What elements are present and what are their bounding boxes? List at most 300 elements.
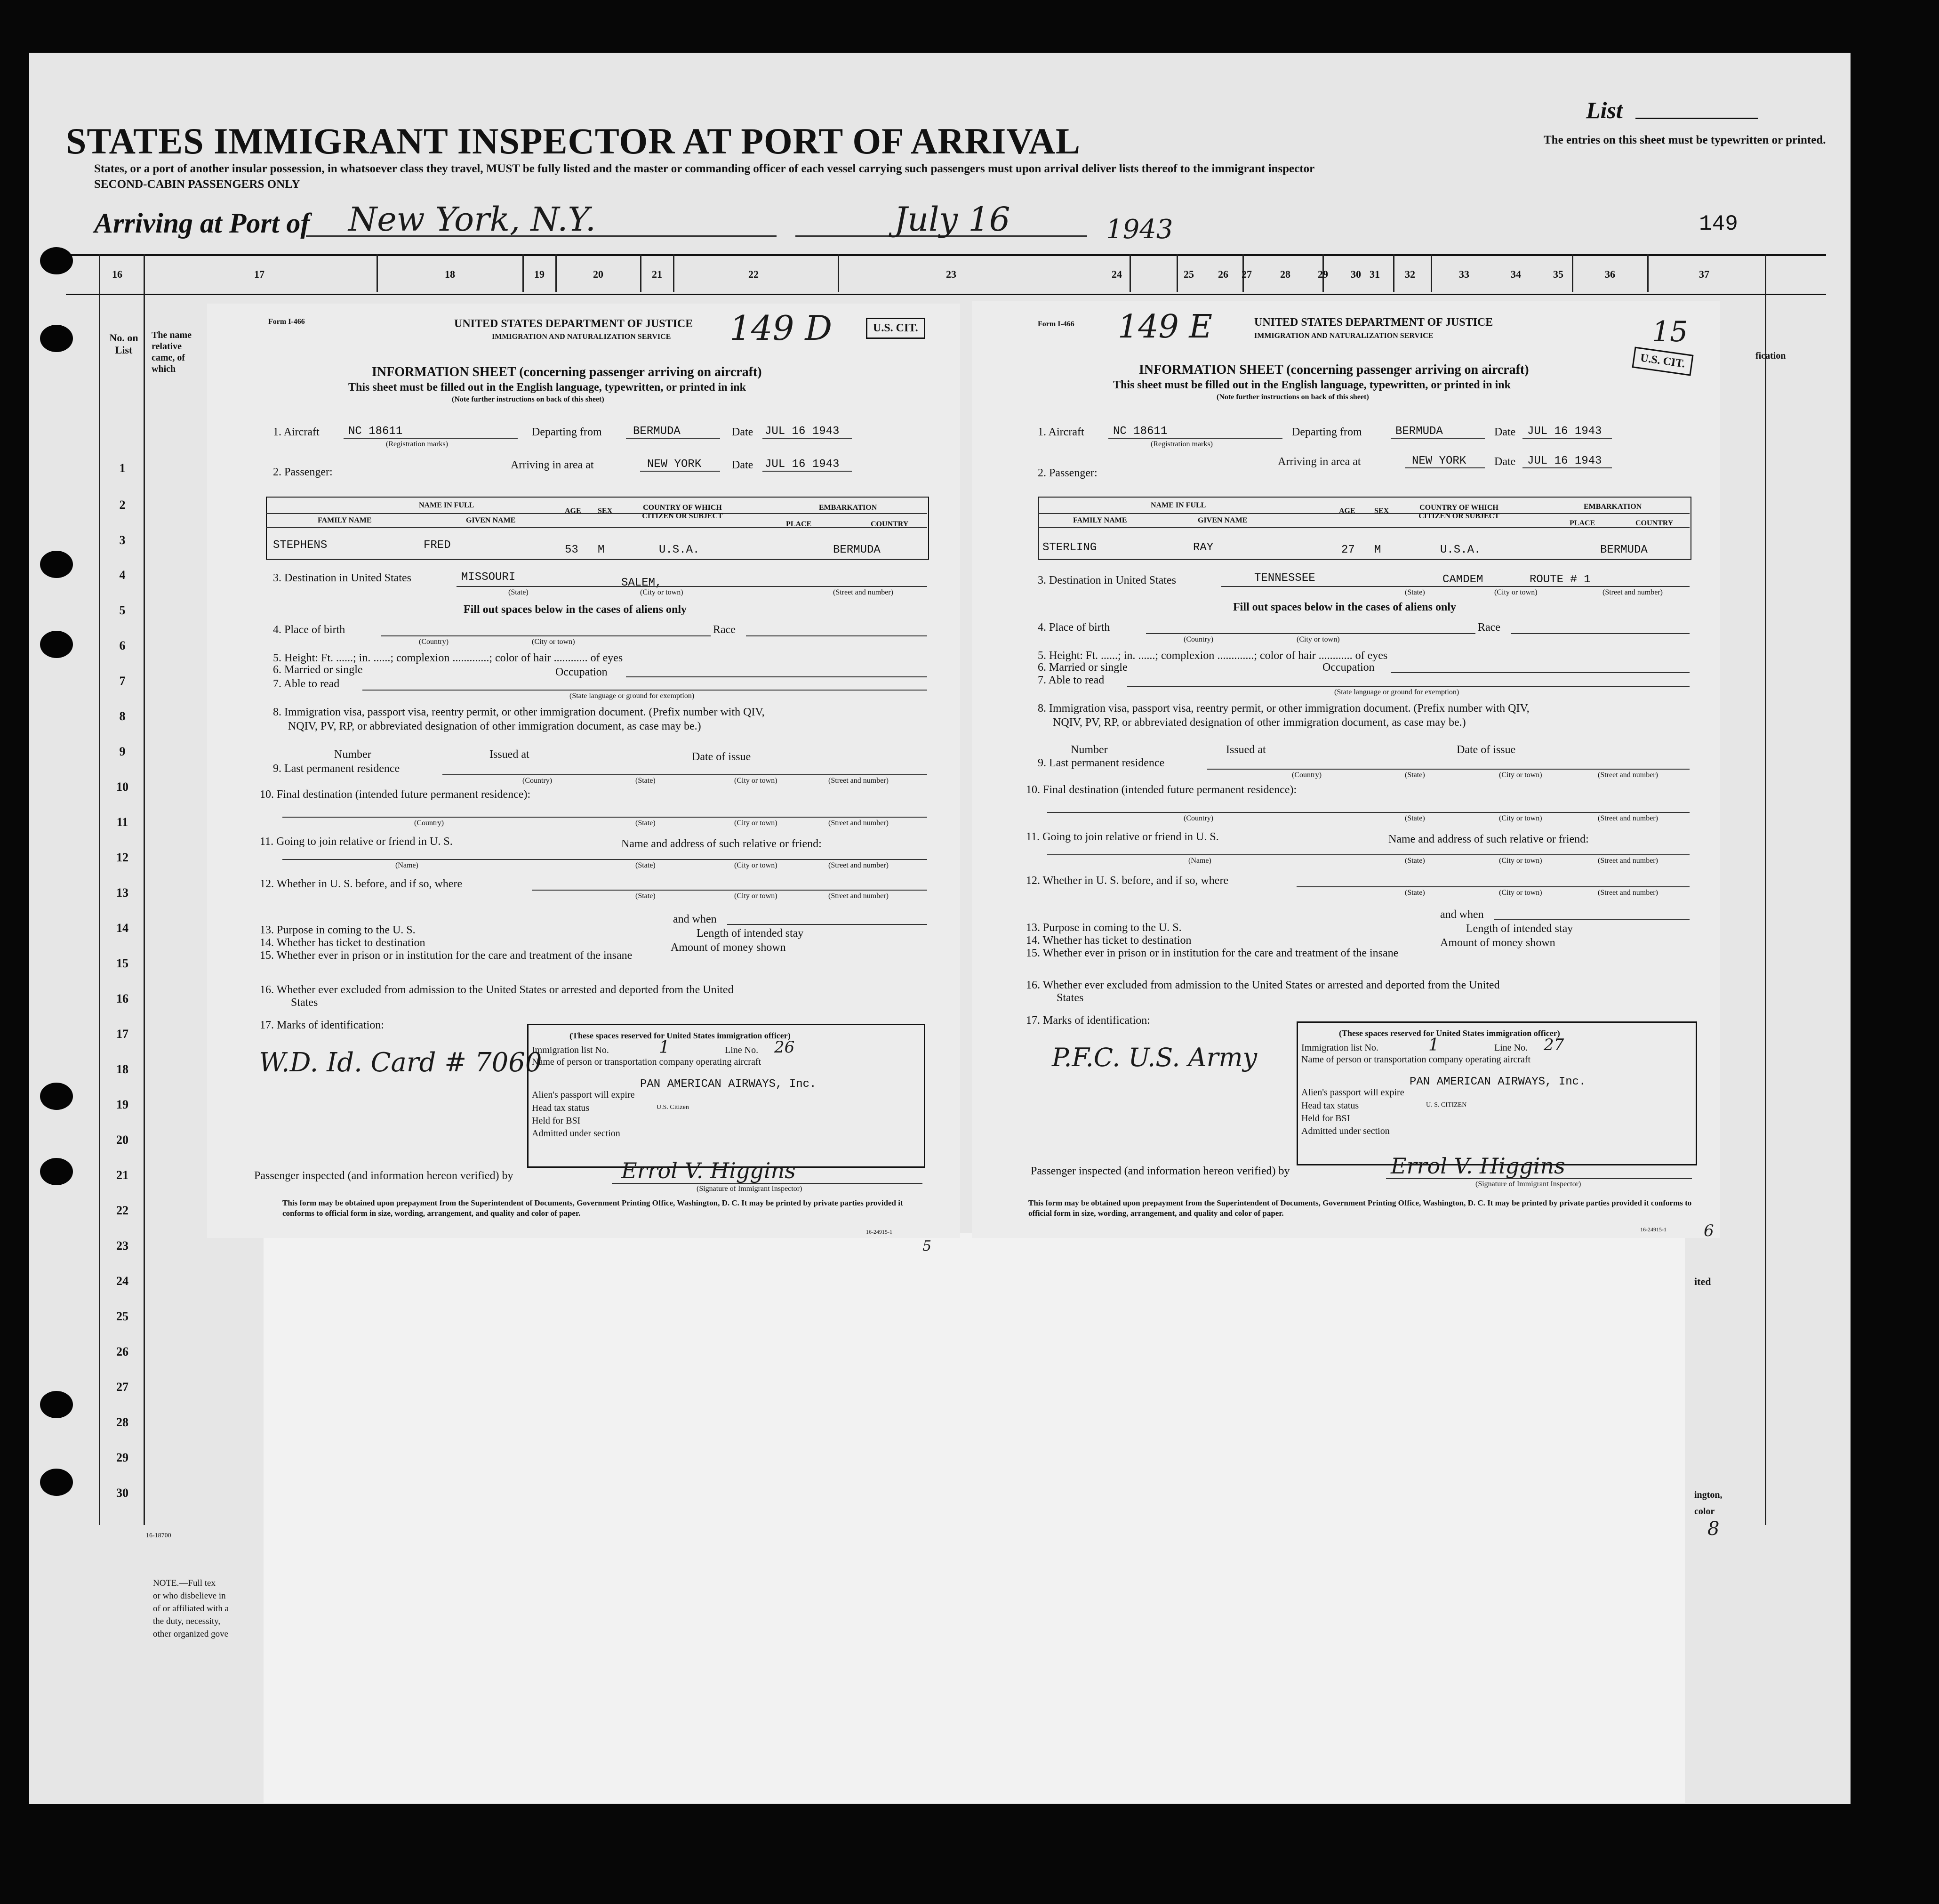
name-in-full-header: NAME IN FULL — [419, 501, 474, 509]
q11-relative-label: Name and address of such relative or friend: — [621, 838, 822, 850]
imm-list-label: Immigration list No. — [1301, 1043, 1378, 1053]
length-stay-label: Length of intended stay — [1466, 923, 1573, 935]
race-label: Race — [1478, 621, 1500, 634]
column-divider — [144, 254, 145, 1525]
note-line: other organized gove — [153, 1629, 229, 1639]
country-caption: (Country) — [1184, 814, 1214, 822]
arriving-date-stamp: JUL 16 1943 — [765, 458, 840, 471]
column-divider — [838, 254, 839, 292]
marks-handwritten: W.D. Id. Card # 7060 — [259, 1047, 542, 1078]
state-caption: (State) — [635, 892, 656, 900]
q14-ticket-label: 14. Whether has ticket to destination — [1026, 934, 1192, 947]
embark-country-value: BERMUDA — [833, 544, 881, 556]
dest-city-value: SALEM, — [621, 577, 662, 589]
q6-married-label: 6. Married or single — [1038, 661, 1128, 674]
field-line — [1391, 438, 1485, 439]
field-line — [282, 817, 927, 818]
q9-residence-label: 9. Last permanent residence — [273, 763, 400, 775]
note-line: of or affiliated with a — [153, 1604, 229, 1614]
column-number: 22 — [748, 268, 759, 280]
sex-header: SEX — [1374, 507, 1389, 515]
dest-city-value: CAMDEM — [1442, 573, 1483, 586]
alien-passport-label: Alien's passport will expire — [1301, 1087, 1404, 1098]
street-caption: (Street and number) — [833, 588, 893, 596]
admitted-label: Admitted under section — [532, 1128, 620, 1139]
q11-join-label: 11. Going to join relative or friend in U. S. — [1026, 831, 1219, 843]
column-divider — [99, 254, 100, 1525]
column-divider — [377, 254, 378, 292]
form-footer: This form may be obtained upon prepayment from the Superintendent of Documents, Government Printing Office, Washington, D. C. It may be printed by private parties provided it conforms to official form in size, wording, arrangement, and quality and color of paper. — [1028, 1198, 1692, 1218]
column-number: 37 — [1699, 268, 1709, 280]
state-caption: (State) — [635, 777, 656, 785]
field-line — [626, 676, 927, 677]
service-name: IMMIGRATION AND NATURALIZATION SERVICE — [492, 333, 671, 341]
imm-list-value: 1 — [1428, 1036, 1439, 1055]
given-name-header: GIVEN NAME — [1198, 516, 1248, 524]
family-name-value: STEPHENS — [273, 539, 328, 552]
column-number: 18 — [445, 268, 455, 280]
city-caption: (City or town) — [1499, 857, 1542, 865]
aircraft-value: NC 18611 — [1113, 425, 1168, 438]
field-line — [640, 471, 720, 472]
departing-value: BERMUDA — [1395, 425, 1443, 438]
stamp-number: 149 E — [1118, 308, 1213, 345]
admitted-label: Admitted under section — [1301, 1126, 1390, 1136]
number-label: Number — [334, 748, 371, 761]
column-number: 35 — [1553, 268, 1563, 280]
row-number: 16 — [116, 992, 128, 1005]
and-when-label: and when — [1440, 908, 1484, 921]
country-caption: (Country) — [1184, 635, 1214, 643]
row-number: 18 — [116, 1062, 128, 1076]
marks-handwritten: P.F.C. U.S. Army — [1052, 1043, 1258, 1072]
date-label: Date — [732, 426, 753, 438]
field-line — [1297, 886, 1690, 887]
arrival-date: July 16 — [894, 200, 1010, 239]
row-number: 29 — [116, 1451, 128, 1464]
binder-hole — [40, 1158, 73, 1185]
family-name-header: FAMILY NAME — [1073, 516, 1127, 524]
column-number: 33 — [1459, 268, 1469, 280]
embarkation-header: EMBARKATION — [1584, 503, 1642, 511]
row-number: 6 — [119, 639, 126, 652]
sheet-heading: INFORMATION SHEET (concerning passenger arriving on aircraft) — [1139, 362, 1529, 377]
date-stamp: JUL 16 1943 — [1527, 425, 1602, 438]
row-number: 9 — [119, 745, 126, 758]
state-caption: (State) — [1405, 588, 1425, 596]
note-line: or who disbelieve in — [153, 1591, 226, 1601]
embarkation-header: EMBARKATION — [819, 504, 877, 512]
q8-document-label: 8. Immigration visa, passport visa, reentry permit, or other immigration document. (Prefix number with QIV, — [273, 706, 765, 718]
row-number: 11 — [116, 815, 128, 829]
country-caption: (Country) — [522, 777, 553, 785]
right-edge-label: ited — [1694, 1276, 1711, 1287]
field-line — [626, 438, 720, 439]
sex-value: M — [598, 544, 605, 556]
issued-at-label: Issued at — [489, 748, 529, 761]
country-caption: (Country) — [414, 819, 444, 827]
occupation-label: Occupation — [555, 666, 608, 678]
number-label: Number — [1071, 744, 1108, 756]
departing-value: BERMUDA — [633, 425, 681, 438]
q1-aircraft-label: 1. Aircraft — [273, 426, 320, 438]
field-line — [727, 924, 927, 925]
stamp-number: 149 D — [729, 308, 833, 348]
state-caption: (State) — [635, 819, 656, 827]
row-number: 17 — [116, 1027, 128, 1041]
no-on-list-label: No. on List — [109, 332, 138, 356]
country-caption: (Country) — [419, 638, 449, 646]
dest-state-value: TENNESSEE — [1254, 572, 1315, 585]
head-tax-value: U. S. CITIZEN — [1426, 1101, 1467, 1109]
lang-caption: (State language or ground for exemption) — [569, 692, 695, 700]
country-citizen-header: COUNTRY OF WHICH CITIZEN OR SUBJECT — [1418, 504, 1499, 520]
reg-marks-label: (Registration marks) — [386, 440, 448, 448]
corner-number: 15 — [1652, 315, 1688, 348]
row-number: 7 — [119, 674, 126, 688]
aircraft-value: NC 18611 — [348, 425, 403, 438]
column-divider — [555, 254, 557, 292]
alien-passport-label: Alien's passport will expire — [532, 1090, 635, 1100]
q4-birth-label: 4. Place of birth — [1038, 621, 1110, 634]
row-number: 23 — [116, 1239, 128, 1253]
country-header: COUNTRY — [1635, 519, 1674, 527]
head-tax-value: U.S. Citizen — [657, 1104, 689, 1111]
field-line — [344, 438, 518, 439]
table-rule — [266, 513, 927, 514]
place-header: PLACE — [786, 520, 812, 528]
q1-aircraft-label: 1. Aircraft — [1038, 426, 1084, 438]
q17-marks-label: 17. Marks of identification: — [260, 1019, 384, 1031]
form-footer: This form may be obtained upon prepayment from the Superintendent of Documents, Government Printing Office, Washington, D. C. It may be printed by private parties provided it conforms to official form in size, wording, arrangement, and quality and color of paper. — [282, 1198, 903, 1218]
signature-line — [612, 1183, 922, 1184]
field-line — [762, 438, 852, 439]
field-line — [1511, 633, 1690, 634]
family-name-header: FAMILY NAME — [318, 516, 372, 524]
note-fragment — [153, 1577, 229, 1640]
binder-hole — [40, 1469, 73, 1496]
arriving-area-value: NEW YORK — [1412, 455, 1466, 467]
form-number: Form I-466 — [1038, 320, 1074, 328]
city-caption: (City or town) — [532, 638, 575, 646]
row-number: 20 — [116, 1133, 128, 1147]
row-number: 8 — [119, 709, 126, 723]
field-line — [1207, 769, 1690, 770]
entries-note: The entries on this sheet must be typewritten or printed. — [1544, 134, 1826, 146]
city-caption: (City or town) — [1499, 814, 1542, 822]
dest-state-value: MISSOURI — [461, 571, 516, 584]
sheet-note: (Note further instructions on back of this sheet) — [452, 395, 604, 403]
field-line — [746, 635, 927, 636]
date-issue-label: Date of issue — [692, 751, 751, 763]
field-line — [1108, 438, 1282, 439]
street-caption: (Street and number) — [828, 819, 889, 827]
field-line — [1522, 467, 1612, 468]
street-caption: (Street and number) — [1602, 588, 1663, 596]
arriving-label: Arriving at Port of — [94, 208, 310, 239]
column-divider — [1130, 254, 1131, 292]
field-line — [762, 471, 852, 472]
field-line — [442, 774, 927, 775]
sex-header: SEX — [598, 507, 613, 515]
head-tax-label: Head tax status — [1301, 1101, 1359, 1111]
name-caption: (Name) — [395, 861, 418, 869]
lang-caption: (State language or ground for exemption) — [1334, 688, 1459, 696]
row-number: 4 — [119, 568, 126, 582]
q12-before-label: 12. Whether in U. S. before, and if so, where — [1026, 875, 1229, 887]
signature-caption: (Signature of Immigrant Inspector) — [697, 1185, 802, 1193]
operator-stamp: PAN AMERICAN AIRWAYS, Inc. — [1410, 1076, 1586, 1088]
city-caption: (City or town) — [1499, 771, 1542, 779]
city-caption: (City or town) — [1297, 635, 1340, 643]
field-line — [1127, 686, 1690, 687]
imm-list-label: Immigration list No. — [532, 1045, 609, 1055]
q9-residence-label: 9. Last permanent residence — [1038, 757, 1165, 769]
column-number: 21 — [652, 268, 662, 280]
q5-height-label: 5. Height: Ft. ......; in. ......; complexion .............; color of hair ............ of eyes — [1038, 650, 1388, 662]
column-number: 34 — [1511, 268, 1521, 280]
citizen-value: U.S.A. — [659, 544, 700, 556]
state-caption: (State) — [1405, 814, 1425, 822]
country-caption: (Country) — [1292, 771, 1322, 779]
row-number: 1 — [119, 461, 126, 475]
header-class: SECOND-CABIN PASSENGERS ONLY — [94, 178, 300, 191]
street-caption: (Street and number) — [828, 861, 889, 869]
list-label: List — [1586, 97, 1623, 123]
column-number: 19 — [534, 268, 545, 280]
q13-purpose-label: 13. Purpose in coming to the U. S. — [1026, 922, 1182, 934]
street-caption: (Street and number) — [1598, 814, 1658, 822]
row-number: 15 — [116, 956, 128, 970]
line-no-label: Line No. — [725, 1045, 759, 1055]
information-sheet-right — [972, 301, 1720, 1238]
arriving-date-stamp: JUL 16 1943 — [1527, 455, 1602, 467]
q3-destination-label: 3. Destination in United States — [1038, 574, 1176, 586]
row-number: 10 — [116, 780, 128, 794]
given-name-value: FRED — [424, 539, 451, 552]
street-caption: (Street and number) — [1598, 857, 1658, 865]
age-value: 53 — [565, 544, 578, 556]
date-label: Date — [1494, 456, 1516, 468]
field-line — [1405, 467, 1485, 468]
row-number: 12 — [116, 851, 128, 864]
column-divider — [1765, 254, 1766, 1525]
q16-excluded-label: 16. Whether ever excluded from admission to the United States or arrested and deported from the United — [1026, 979, 1500, 991]
reserved-header: (These spaces reserved for United States immigration officer) — [1339, 1028, 1560, 1038]
column-divider — [1431, 254, 1432, 292]
port-value: New York, N.Y. — [348, 200, 596, 239]
state-caption: (State) — [1405, 889, 1425, 897]
inspector-signature: Errol V. Higgins — [1391, 1153, 1565, 1179]
held-bsi-label: Held for BSI — [1301, 1113, 1350, 1124]
state-caption: (State) — [1405, 771, 1425, 779]
q4-birth-label: 4. Place of birth — [273, 624, 345, 636]
binder-hole — [40, 247, 73, 274]
q8-document-label-2: NQIV, PV, RP, or abbreviated designation of other immigration document, as case may be.) — [288, 720, 701, 732]
column-number: 23 — [946, 268, 956, 280]
row-number: 19 — [116, 1098, 128, 1111]
field-line — [1391, 672, 1690, 673]
column-number: 27 — [1242, 268, 1252, 280]
embark-country-value: BERMUDA — [1600, 544, 1648, 556]
q14-ticket-label: 14. Whether has ticket to destination — [260, 937, 425, 949]
date-label: Date — [732, 459, 753, 471]
date-issue-label: Date of issue — [1457, 744, 1516, 756]
note-line: NOTE.—Full tex — [153, 1578, 216, 1588]
sheet-instruction: This sheet must be filled out in the English language, typewritten, or printed in ink — [348, 381, 746, 394]
column-number: 28 — [1280, 268, 1290, 280]
field-line — [1146, 633, 1475, 634]
field-line — [381, 635, 711, 636]
row-number: 28 — [116, 1415, 128, 1429]
inspected-label: Passenger inspected (and information hereon verified) by — [1031, 1165, 1290, 1177]
column-divider — [640, 254, 641, 292]
country-citizen-header: COUNTRY OF WHICH CITIZEN OR SUBJECT — [642, 504, 723, 520]
edge-mark: 8 — [1707, 1518, 1720, 1540]
form-code: 16-18700 — [146, 1532, 171, 1539]
column-divider — [1647, 254, 1649, 292]
row-number: 3 — [119, 533, 126, 547]
footer-code: 16-24915-1 — [866, 1229, 892, 1235]
column-number: 32 — [1405, 268, 1415, 280]
row-number: 21 — [116, 1168, 128, 1182]
information-sheet-left — [207, 304, 960, 1254]
page-number: 149 — [1699, 212, 1738, 236]
field-line — [1047, 812, 1690, 813]
form-number: Form I-466 — [268, 318, 305, 326]
length-stay-label: Length of intended stay — [697, 927, 804, 940]
right-edge-label: color — [1694, 1506, 1715, 1517]
column-divider — [1393, 254, 1394, 292]
issued-at-label: Issued at — [1226, 744, 1266, 756]
age-header: AGE — [1339, 507, 1355, 515]
signature-line — [1386, 1178, 1692, 1179]
citizen-stamp: U.S. CIT. — [1632, 346, 1693, 376]
arriving-area-label: Arriving in area at — [511, 459, 594, 471]
row-number: 14 — [116, 921, 128, 935]
q16-excluded-label: 16. Whether ever excluded from admission to the United States or arrested and deported from the United — [260, 984, 734, 996]
operator-label: Name of person or transportation company operating aircraft — [532, 1057, 761, 1067]
q15-prison-label: 15. Whether ever in prison or in institution for the care and treatment of the insane — [260, 949, 633, 962]
age-value: 27 — [1341, 544, 1355, 556]
race-label: Race — [713, 624, 736, 636]
right-edge-label: ington, — [1694, 1490, 1723, 1500]
q6-married-label: 6. Married or single — [273, 664, 363, 676]
city-caption: (City or town) — [1494, 588, 1538, 596]
list-number-line — [1635, 118, 1758, 119]
signature-caption: (Signature of Immigrant Inspector) — [1475, 1180, 1581, 1188]
column-number: 26 — [1218, 268, 1228, 280]
column-number: 29 — [1318, 268, 1328, 280]
field-line — [1522, 438, 1612, 439]
held-bsi-label: Held for BSI — [532, 1116, 581, 1126]
field-line — [362, 690, 927, 691]
column-number: 24 — [1112, 268, 1122, 280]
line-no-value: 27 — [1544, 1036, 1564, 1054]
age-header: AGE — [565, 507, 581, 515]
city-caption: (City or town) — [734, 861, 777, 869]
row-number: 5 — [119, 603, 126, 617]
field-line — [1221, 586, 1690, 587]
place-header: PLACE — [1570, 519, 1595, 527]
street-caption: (Street and number) — [828, 892, 889, 900]
citizen-stamp: U.S. CIT. — [866, 318, 925, 339]
sheet-heading: INFORMATION SHEET (concerning passenger arriving on aircraft) — [372, 365, 762, 379]
column-divider — [673, 254, 674, 292]
q7-read-label: 7. Able to read — [1038, 674, 1105, 686]
operator-label: Name of person or transportation company operating aircraft — [1301, 1054, 1531, 1065]
field-line — [532, 890, 927, 891]
state-caption: (State) — [635, 861, 656, 869]
field-line — [282, 859, 927, 860]
inspector-signature: Errol V. Higgins — [621, 1158, 796, 1183]
date-label: Date — [1494, 426, 1516, 438]
q16-states-label: States — [1057, 992, 1084, 1004]
head-tax-label: Head tax status — [532, 1103, 590, 1113]
city-caption: (City or town) — [734, 777, 777, 785]
street-caption: (Street and number) — [1598, 889, 1658, 897]
given-name-value: RAY — [1193, 541, 1214, 554]
row-number: 27 — [116, 1380, 128, 1394]
family-name-value: STERLING — [1042, 541, 1097, 554]
q13-purpose-label: 13. Purpose in coming to the U. S. — [260, 924, 416, 936]
sex-value: M — [1374, 544, 1381, 556]
city-caption: (City or town) — [734, 892, 777, 900]
row-number: 24 — [116, 1274, 128, 1288]
q15-prison-label: 15. Whether ever in prison or in institution for the care and treatment of the insane — [1026, 947, 1399, 959]
line-no-label: Line No. — [1494, 1043, 1528, 1053]
citizen-value: U.S.A. — [1440, 544, 1481, 556]
dept-name: UNITED STATES DEPARTMENT OF JUSTICE — [454, 318, 693, 330]
page-title: STATES IMMIGRANT INSPECTOR AT PORT OF ARRIVAL — [66, 121, 1081, 161]
table-rule — [1038, 513, 1690, 514]
row-number: 25 — [116, 1310, 128, 1323]
arriving-area-label: Arriving in area at — [1278, 456, 1361, 468]
arrival-year: 1943 — [1106, 214, 1173, 245]
blank-backing-sheet — [264, 1233, 1685, 1803]
street-caption: (Street and number) — [828, 777, 889, 785]
q11-join-label: 11. Going to join relative or friend in U. S. — [260, 836, 453, 848]
reg-marks-label: (Registration marks) — [1151, 440, 1213, 448]
column-number: 16 — [112, 268, 122, 280]
q2-passenger-label: 2. Passenger: — [1038, 467, 1098, 479]
row-number: 30 — [116, 1486, 128, 1500]
q8-document-label: 8. Immigration visa, passport visa, reentry permit, or other immigration document. (Prefix number with QIV, — [1038, 702, 1530, 715]
field-line — [457, 586, 927, 587]
field-line — [1047, 854, 1690, 855]
aliens-only-note: Fill out spaces below in the cases of aliens only — [464, 603, 687, 616]
column-divider — [1572, 254, 1573, 292]
q10-final-dest-label: 10. Final destination (intended future permanent residence): — [260, 788, 531, 801]
date-stamp: JUL 16 1943 — [765, 425, 840, 438]
city-caption: (City or town) — [640, 588, 683, 596]
q10-final-dest-label: 10. Final destination (intended future permanent residence): — [1026, 784, 1297, 796]
right-edge-label: fication — [1755, 351, 1786, 361]
column-number: 36 — [1605, 268, 1615, 280]
column-number: 30 — [1351, 268, 1361, 280]
departing-label: Departing from — [1292, 426, 1362, 438]
arriving-area-value: NEW YORK — [647, 458, 702, 471]
state-caption: (State) — [508, 588, 529, 596]
money-label: Amount of money shown — [1440, 937, 1555, 949]
row-number: 22 — [116, 1204, 128, 1217]
name-in-full-header: NAME IN FULL — [1151, 501, 1206, 509]
binder-hole — [40, 1083, 73, 1110]
column-number: 17 — [254, 268, 264, 280]
binder-hole — [40, 631, 73, 658]
country-header: COUNTRY — [871, 520, 909, 528]
departing-label: Departing from — [532, 426, 602, 438]
